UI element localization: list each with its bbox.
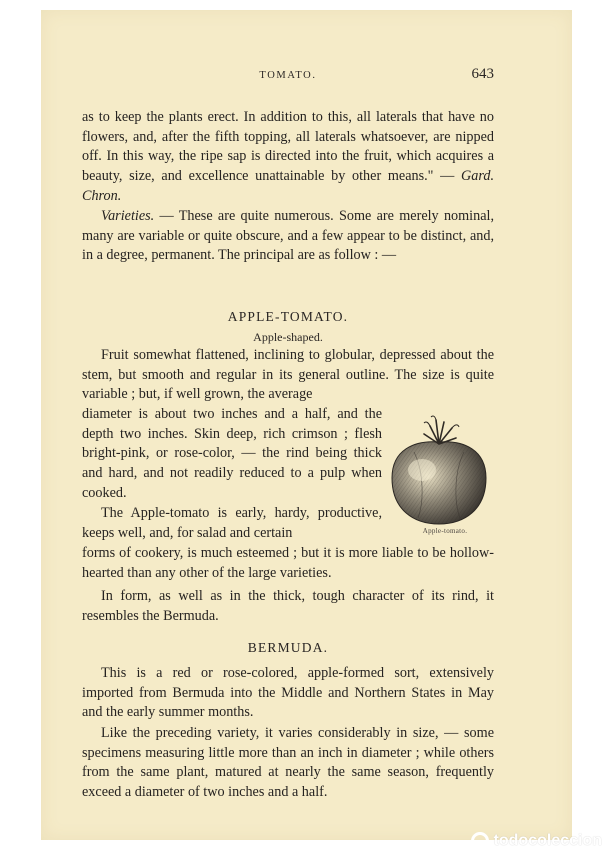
paragraph-cultivation-text: as to keep the plants erect. In addition to this, all laterals that have no flowers, and, after the fifth topping, all laterals whatsoever, are nipped off. In this way, the ripe sap is directed into the fruit, which acquires a beauty, size, and excellence unattainable by other means." — xyxy=(82,109,494,185)
todocoleccion-logo-icon xyxy=(471,832,489,850)
paragraph-apple-tomato-qualities: The Apple-tomato is early, hardy, productive, keeps well, and, for salad and certain xyxy=(82,505,382,541)
source-citation: Gard. Chron. xyxy=(82,168,494,204)
paragraph-apple-tomato-qualities-cont: forms of cookery, is much esteemed ; but it is more liable to be hollow-hearted than any other of the large varieties. xyxy=(82,545,494,581)
watermark[interactable] xyxy=(471,832,602,850)
running-title: TOMATO. xyxy=(259,70,317,81)
page-header xyxy=(82,66,494,88)
section-title-bermuda: BERMUDA. xyxy=(247,640,329,655)
paragraph-fruit-description-wrap: diameter is about two inches and a half, and the depth two inches. Skin deep, rich crimson ; flesh bright-pink, or rose-color, — the rind being thick and hard, and not readily reduced to a pulp when cooked. xyxy=(82,406,382,501)
varieties-label: Varieties. xyxy=(101,208,155,224)
figure-caption: Apple-tomato. xyxy=(422,527,468,535)
paragraph-bermuda-size: Like the preceding variety, it varies considerably in size, — some specimens measuring little more than an inch in diameter ; while others from the same plant, matured at nearly the same season, frequently exceed a diameter of two inches and a half. xyxy=(82,725,494,801)
paragraph-bermuda: This is a red or rose-colored, apple-formed sort, extensively imported from Bermuda into the Middle and Northern States in May and the early summer months. xyxy=(82,665,494,721)
tomato-illustration-icon xyxy=(384,412,494,538)
watermark-text: todocoleccion xyxy=(493,832,602,849)
paragraph-form: In form, as well as in the thick, tough character of its rind, it resembles the Bermuda. xyxy=(82,588,494,624)
paragraph-fruit-description: Fruit somewhat flattened, inclining to globular, depressed about the stem, but smooth and regular in its general outline. The size is quite variable ; but, if well grown, the average xyxy=(82,347,494,403)
paragraph-varieties xyxy=(82,207,494,266)
paragraph-varieties-text: — These are quite numerous. Some are merely nominal, many are variable or quite obscure, and a few appear to be distinct, and, in a degree, permanent. The principal are as follow : — xyxy=(82,208,494,264)
tomato-engraving xyxy=(384,412,494,538)
paragraph-cultivation xyxy=(82,108,494,207)
section-title-apple-tomato: APPLE-TOMATO. xyxy=(227,309,349,324)
page-number: 643 xyxy=(471,66,494,82)
section-subtitle-apple-shaped: Apple-shaped. xyxy=(253,330,323,344)
